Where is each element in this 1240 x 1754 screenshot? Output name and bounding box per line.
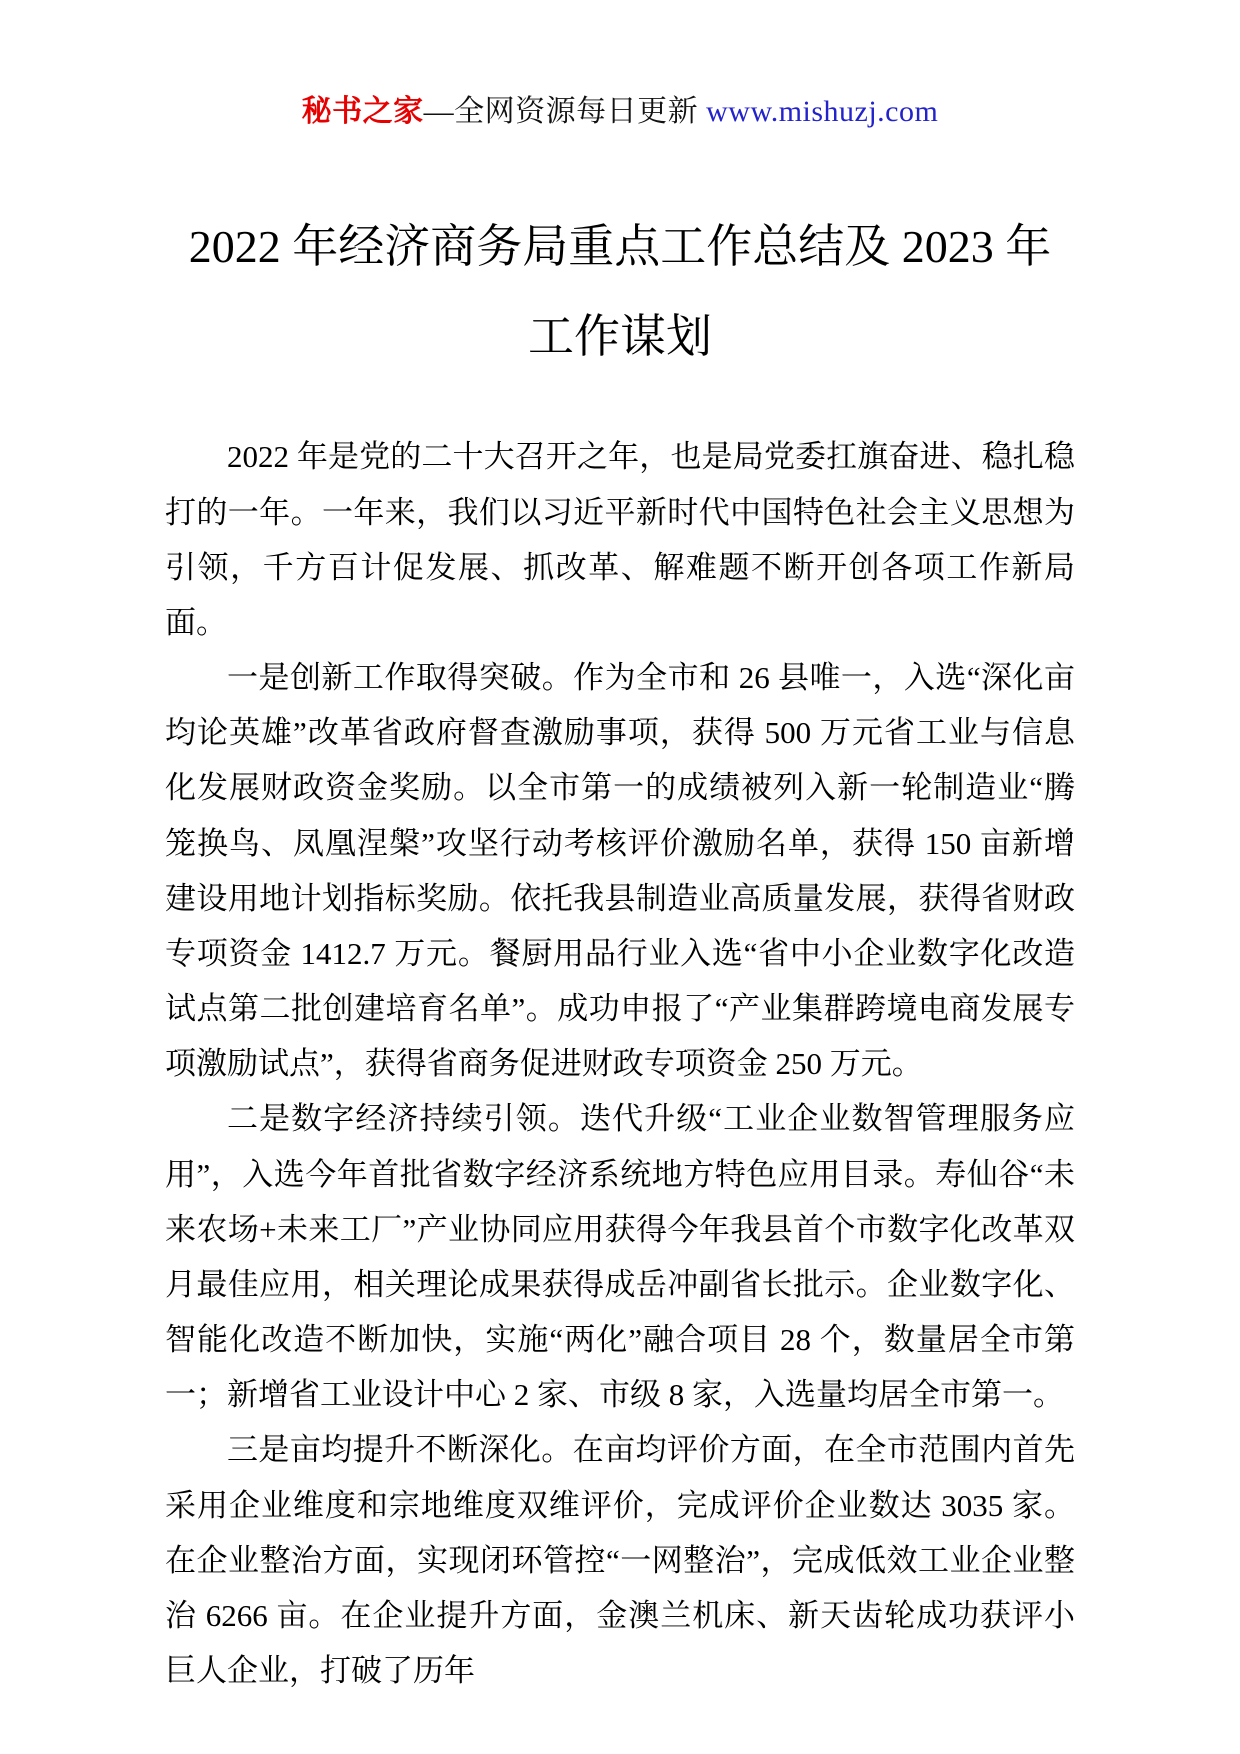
site-url-link[interactable]: www.mishuzj.com (706, 95, 939, 128)
paragraph-point-1: 一是创新工作取得突破。作为全市和 26 县唯一，入选“深化亩均论英雄”改革省政府督查激励事项，获得 500 万元省工业与信息化发展财政资金奖励。以全市第一的成绩被列入新一轮制造业“腾笼换鸟、凤凰涅槃”攻坚行动考核评价激励名单，获得 150 亩新增建设用地计划指标奖励。依托我县制造业高质量发展，获得省财政专项资金 1412.7 万元。餐厨用品行业入选“省中小企业数字化改造试点第二批创建培育名单”。成功申报了“产业集群跨境电商发展专项激励试点”，获得省商务促进财政专项资金 250 万元。 (165, 660, 1075, 1082)
header-tagline: —全网资源每日更新 (423, 95, 707, 128)
paragraph-point-2: 二是数字经济持续引领。迭代升级“工业企业数智管理服务应用”，入选今年首批省数字经济系统地方特色应用目录。寿仙谷“未来农场+未来工厂”产业协同应用获得今年我县首个市数字化改革双月最佳应用，相关理论成果获得成岳冲副省长批示。企业数字化、智能化改造不断加快，实施“两化”融合项目 28 个，数量居全市第一；新增省工业设计中心 2 家、市级 8 家，入选量均居全市第一。 (165, 1101, 1075, 1413)
document-body (165, 429, 1075, 1698)
document-title-line-1: 2022 年经济商务局重点工作总结及 2023 年 (188, 221, 1052, 272)
paragraph-intro: 2022 年是党的二十大召开之年，也是局党委扛旗奋进、稳扎稳打的一年。一年来，我们以习近平新时代中国特色社会主义思想为引领，千方百计促发展、抓改革、解难题不断开创各项工作新局面。 (165, 439, 1075, 640)
brand-text: 秘书之家 (301, 95, 424, 128)
paragraph-point-3: 三是亩均提升不断深化。在亩均评价方面，在全市范围内首先采用企业维度和宗地维度双维评价，完成评价企业数达 3035 家。在企业整治方面，实现闭环管控“一网整治”，完成低效工业企业整治 6266 亩。在企业提升方面，金澳兰机床、新天齿轮成功获评小巨人企业，打破了历年 (165, 1432, 1075, 1689)
page-header (165, 86, 1075, 130)
document-title (165, 202, 1075, 381)
document-title-line-2: 工作谋划 (528, 310, 712, 362)
